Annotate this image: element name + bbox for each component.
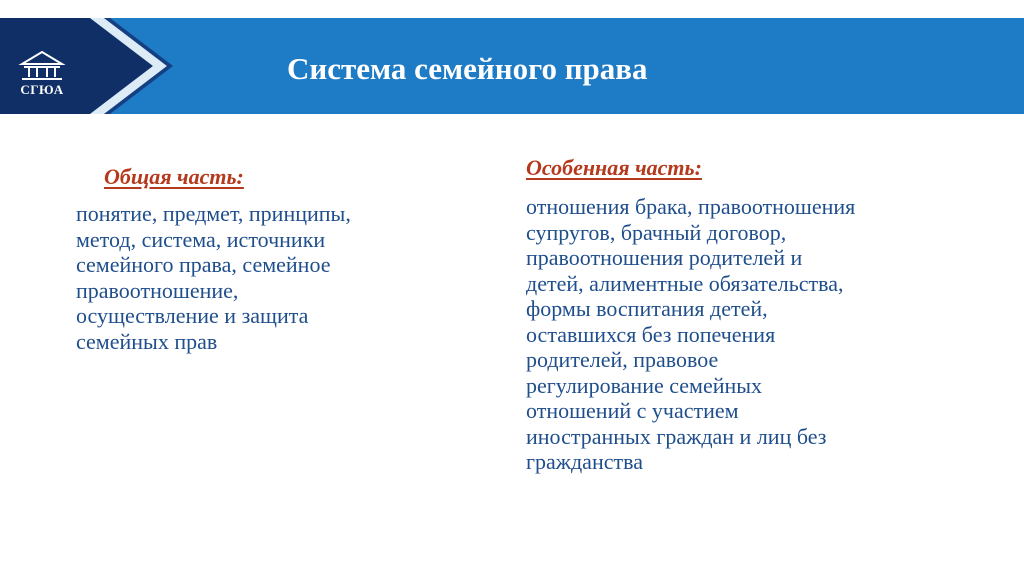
special-line: правоотношения родителей и xyxy=(526,245,803,270)
general-line: правоотношение, xyxy=(76,277,239,303)
special-line: отношений с участием xyxy=(526,398,739,423)
page-title: Система семейного права xyxy=(287,51,648,86)
special-line: детей, алиментные обязательства, xyxy=(526,270,844,296)
sgua-logo xyxy=(12,44,72,104)
institution-building-icon xyxy=(12,44,72,82)
special-line: отношения брака, правоотношения xyxy=(526,194,856,219)
general-part-text xyxy=(76,201,351,354)
special-part-text xyxy=(526,194,855,475)
special-line: формы воспитания детей, xyxy=(526,296,768,321)
special-line: супругов, брачный договор, xyxy=(526,219,787,245)
header-banner xyxy=(0,18,1024,118)
special-line: родителей, правовое xyxy=(526,347,719,372)
special-line: гражданства xyxy=(526,449,643,474)
special-line: оставшихся без попечения xyxy=(526,321,776,347)
general-line: метод, система, источники xyxy=(76,226,326,252)
special-line: регулирование семейных xyxy=(526,372,763,398)
general-part-heading: Общая часть: xyxy=(104,164,244,189)
general-line: понятие, предмет, принципы, xyxy=(76,201,351,226)
general-line: семейных прав xyxy=(76,328,218,354)
special-part-heading: Особенная часть: xyxy=(526,155,702,180)
general-line: семейного права, семейное xyxy=(76,252,331,277)
general-line: осуществление и защита xyxy=(76,303,309,328)
logo-text: СГЮА xyxy=(20,82,64,97)
special-line: иностранных граждан и лиц без xyxy=(526,423,827,449)
